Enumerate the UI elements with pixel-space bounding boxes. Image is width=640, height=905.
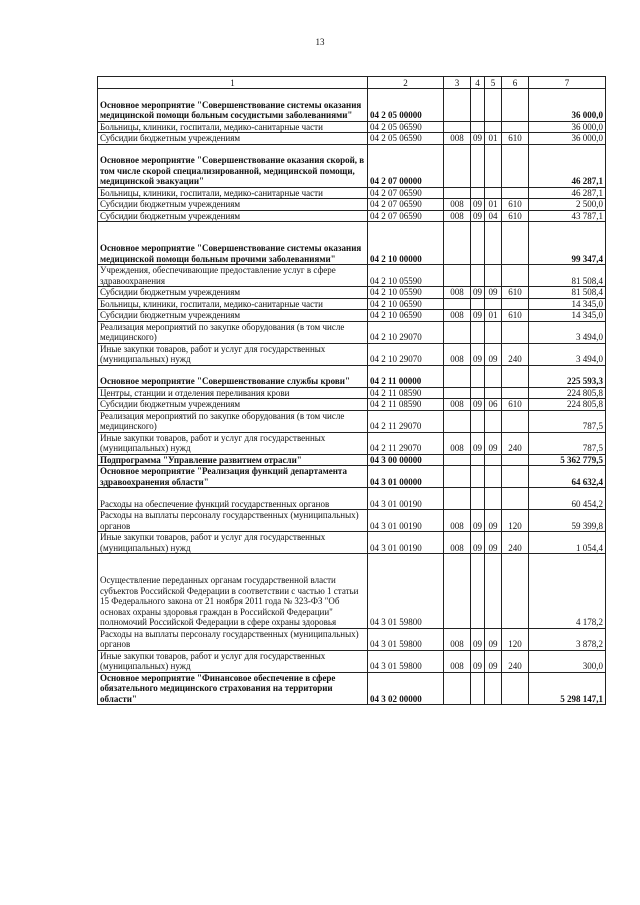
budget-classification-code: 04 2 11 08590 — [368, 387, 444, 399]
subsection-code — [485, 454, 502, 466]
subsection-code — [485, 89, 502, 122]
amount: 4 178,2 — [529, 554, 606, 629]
subsection-code — [485, 672, 502, 705]
amount: 14 345,0 — [529, 310, 606, 322]
section-code: 09 — [471, 199, 485, 211]
budget-item-name: Реализация мероприятий по закупке оборудования (в том числе медицинского) — [98, 321, 368, 343]
table-row — [98, 672, 606, 705]
amount: 5 362 779,5 — [529, 454, 606, 466]
column-number-5: 5 — [485, 77, 502, 89]
budget-item-name: Иные закупки товаров, работ и услуг для государственных (муниципальных) нужд — [98, 650, 368, 672]
budget-item-name: Основное мероприятие "Совершенствование системы оказания медицинской помощи больным прочими заболеваниями" — [98, 222, 368, 265]
ministry-code — [444, 121, 471, 133]
budget-item-name: Основное мероприятие "Совершенствование системы оказания медицинской помощи больным сосудистыми заболеваниями" — [98, 89, 368, 122]
ministry-code — [444, 488, 471, 510]
amount: 5 298 147,1 — [529, 672, 606, 705]
amount: 14 345,0 — [529, 298, 606, 310]
subsection-code: 09 — [485, 343, 502, 365]
amount: 224 805,8 — [529, 387, 606, 399]
budget-classification-code: 04 2 07 06590 — [368, 210, 444, 222]
ministry-code — [444, 298, 471, 310]
budget-classification-code: 04 2 11 00000 — [368, 365, 444, 387]
subsection-code: 01 — [485, 310, 502, 322]
ministry-code — [444, 144, 471, 187]
budget-classification-code: 04 2 10 29070 — [368, 321, 444, 343]
ministry-code: 008 — [444, 310, 471, 322]
section-code — [471, 365, 485, 387]
column-number-2: 2 — [368, 77, 444, 89]
table-row — [98, 187, 606, 199]
budget-item-name: Осуществление переданных органам государственной власти субъектов Российской Федерации в соответствии с частью 1 статьи 15 Федерального закона от 21 ноября 2011 года № 323-ФЗ "Об основах охраны здоровья граждан в Российской Федерации" полномочий Российской Федерации в сфере охраны здоровья — [98, 554, 368, 629]
section-code — [471, 466, 485, 488]
budget-classification-code: 04 3 01 59800 — [368, 628, 444, 650]
section-code: 09 — [471, 510, 485, 532]
table-row — [98, 387, 606, 399]
budget-table — [97, 76, 606, 705]
ministry-code: 008 — [444, 432, 471, 454]
subsection-code — [485, 410, 502, 432]
budget-item-name: Субсидии бюджетным учреждениям — [98, 287, 368, 299]
section-code — [471, 144, 485, 187]
budget-item-name: Подпрограмма "Управление развитием отрасли" — [98, 454, 368, 466]
ministry-code: 008 — [444, 199, 471, 211]
amount: 3 494,0 — [529, 343, 606, 365]
expense-type-code: 610 — [502, 133, 529, 145]
ministry-code: 008 — [444, 399, 471, 411]
section-code: 09 — [471, 650, 485, 672]
subsection-code — [485, 488, 502, 510]
budget-classification-code: 04 2 11 08590 — [368, 399, 444, 411]
expense-type-code: 610 — [502, 310, 529, 322]
budget-item-name: Основное мероприятие "Совершенствование службы крови" — [98, 365, 368, 387]
table-row — [98, 310, 606, 322]
amount: 46 287,1 — [529, 187, 606, 199]
ministry-code: 008 — [444, 510, 471, 532]
amount: 3 494,0 — [529, 321, 606, 343]
expense-type-code: 240 — [502, 343, 529, 365]
table-row — [98, 628, 606, 650]
expense-type-code — [502, 298, 529, 310]
expense-type-code: 240 — [502, 650, 529, 672]
subsection-code — [485, 321, 502, 343]
table-row — [98, 298, 606, 310]
budget-item-name: Иные закупки товаров, работ и услуг для государственных (муниципальных) нужд — [98, 432, 368, 454]
expense-type-code: 120 — [502, 628, 529, 650]
budget-classification-code: 04 2 07 00000 — [368, 144, 444, 187]
amount: 3 878,2 — [529, 628, 606, 650]
ministry-code — [444, 387, 471, 399]
amount: 36 000,0 — [529, 121, 606, 133]
budget-classification-code: 04 2 10 05590 — [368, 287, 444, 299]
budget-item-name: Основное мероприятие "Совершенствование оказания скорой, в том числе скорой специализированной, медицинской помощи, медицинской эвакуации" — [98, 144, 368, 187]
budget-item-name: Основное мероприятие "Финансовое обеспечение в сфере обязательного медицинского страхования на территории области" — [98, 672, 368, 705]
budget-item-name: Основное мероприятие "Реализация функций департамента здравоохранения области" — [98, 466, 368, 488]
budget-item-name: Субсидии бюджетным учреждениям — [98, 210, 368, 222]
table-row — [98, 144, 606, 187]
budget-classification-code: 04 3 01 00000 — [368, 466, 444, 488]
table-row — [98, 454, 606, 466]
amount: 43 787,1 — [529, 210, 606, 222]
budget-classification-code: 04 3 00 00000 — [368, 454, 444, 466]
amount: 36 000,0 — [529, 133, 606, 145]
expense-type-code — [502, 187, 529, 199]
budget-classification-code: 04 2 07 06590 — [368, 187, 444, 199]
ministry-code — [444, 222, 471, 265]
subsection-code: 01 — [485, 199, 502, 211]
section-code — [471, 121, 485, 133]
ministry-code — [444, 554, 471, 629]
amount: 36 000,0 — [529, 89, 606, 122]
budget-item-name: Расходы на выплаты персоналу государственных (муниципальных) органов — [98, 510, 368, 532]
subsection-code: 09 — [485, 532, 502, 554]
budget-item-name: Расходы на обеспечение функций государственных органов — [98, 488, 368, 510]
budget-item-name: Субсидии бюджетным учреждениям — [98, 133, 368, 145]
table-row — [98, 199, 606, 211]
expense-type-code — [502, 321, 529, 343]
subsection-code — [485, 365, 502, 387]
budget-item-name: Больницы, клиники, госпитали, медико-санитарные части — [98, 121, 368, 133]
section-code — [471, 89, 485, 122]
ministry-code: 008 — [444, 532, 471, 554]
section-code: 09 — [471, 399, 485, 411]
budget-classification-code: 04 2 05 06590 — [368, 121, 444, 133]
expense-type-code: 240 — [502, 432, 529, 454]
subsection-code: 06 — [485, 399, 502, 411]
budget-classification-code: 04 2 05 06590 — [368, 133, 444, 145]
budget-item-name: Иные закупки товаров, работ и услуг для государственных (муниципальных) нужд — [98, 343, 368, 365]
budget-item-name: Субсидии бюджетным учреждениям — [98, 399, 368, 411]
expense-type-code — [502, 222, 529, 265]
budget-item-name: Больницы, клиники, госпитали, медико-санитарные части — [98, 187, 368, 199]
budget-classification-code: 04 3 01 00190 — [368, 532, 444, 554]
ministry-code — [444, 672, 471, 705]
expense-type-code: 610 — [502, 199, 529, 211]
expense-type-code: 120 — [502, 510, 529, 532]
section-code — [471, 410, 485, 432]
section-code — [471, 321, 485, 343]
ministry-code: 008 — [444, 133, 471, 145]
budget-classification-code: 04 2 10 29070 — [368, 343, 444, 365]
budget-classification-code: 04 2 10 06590 — [368, 298, 444, 310]
expense-type-code — [502, 365, 529, 387]
amount: 99 347,4 — [529, 222, 606, 265]
section-code — [471, 454, 485, 466]
subsection-code — [485, 187, 502, 199]
amount: 224 805,8 — [529, 399, 606, 411]
budget-classification-code: 04 2 07 06590 — [368, 199, 444, 211]
amount: 2 500,0 — [529, 199, 606, 211]
budget-item-name: Расходы на выплаты персоналу государственных (муниципальных) органов — [98, 628, 368, 650]
table-row — [98, 222, 606, 265]
amount: 787,5 — [529, 410, 606, 432]
column-number-1: 1 — [98, 77, 368, 89]
ministry-code — [444, 89, 471, 122]
section-code — [471, 222, 485, 265]
expense-type-code — [502, 89, 529, 122]
ministry-code — [444, 365, 471, 387]
expense-type-code — [502, 387, 529, 399]
amount: 787,5 — [529, 432, 606, 454]
amount: 225 593,3 — [529, 365, 606, 387]
table-row — [98, 432, 606, 454]
amount: 64 632,4 — [529, 466, 606, 488]
table-row — [98, 133, 606, 145]
page-number: 13 — [315, 37, 325, 47]
section-code: 09 — [471, 210, 485, 222]
section-code — [471, 265, 485, 287]
table-row — [98, 89, 606, 122]
budget-classification-code: 04 3 02 00000 — [368, 672, 444, 705]
ministry-code — [444, 265, 471, 287]
amount: 59 399,8 — [529, 510, 606, 532]
table-row — [98, 265, 606, 287]
column-number-3: 3 — [444, 77, 471, 89]
subsection-code — [485, 554, 502, 629]
column-number-7: 7 — [529, 77, 606, 89]
expense-type-code — [502, 265, 529, 287]
subsection-code: 04 — [485, 210, 502, 222]
section-code: 09 — [471, 343, 485, 365]
ministry-code: 008 — [444, 343, 471, 365]
table-row — [98, 410, 606, 432]
subsection-code — [485, 298, 502, 310]
budget-classification-code: 04 3 01 00190 — [368, 510, 444, 532]
table-row — [98, 554, 606, 629]
subsection-code: 09 — [485, 510, 502, 532]
section-code — [471, 488, 485, 510]
expense-type-code — [502, 144, 529, 187]
budget-classification-code: 04 3 01 59800 — [368, 650, 444, 672]
ministry-code: 008 — [444, 210, 471, 222]
expense-type-code — [502, 454, 529, 466]
table-row — [98, 510, 606, 532]
column-number-6: 6 — [502, 77, 529, 89]
section-code: 09 — [471, 287, 485, 299]
subsection-code: 09 — [485, 628, 502, 650]
table-row — [98, 399, 606, 411]
table-row — [98, 121, 606, 133]
table-row — [98, 365, 606, 387]
budget-item-name: Реализация мероприятий по закупке оборудования (в том числе медицинского) — [98, 410, 368, 432]
budget-classification-code: 04 2 05 00000 — [368, 89, 444, 122]
expense-type-code: 240 — [502, 532, 529, 554]
budget-classification-code: 04 2 10 05590 — [368, 265, 444, 287]
column-number-header-row — [98, 77, 606, 89]
column-number-4: 4 — [471, 77, 485, 89]
ministry-code — [444, 454, 471, 466]
expense-type-code — [502, 488, 529, 510]
section-code: 09 — [471, 628, 485, 650]
amount: 46 287,1 — [529, 144, 606, 187]
subsection-code: 09 — [485, 650, 502, 672]
ministry-code — [444, 321, 471, 343]
expense-type-code: 610 — [502, 287, 529, 299]
ministry-code: 008 — [444, 628, 471, 650]
table-row — [98, 321, 606, 343]
expense-type-code: 610 — [502, 399, 529, 411]
table-row — [98, 287, 606, 299]
ministry-code — [444, 466, 471, 488]
subsection-code — [485, 121, 502, 133]
subsection-code — [485, 466, 502, 488]
subsection-code — [485, 387, 502, 399]
ministry-code: 008 — [444, 287, 471, 299]
subsection-code: 09 — [485, 287, 502, 299]
budget-item-name: Субсидии бюджетным учреждениям — [98, 199, 368, 211]
subsection-code: 01 — [485, 133, 502, 145]
section-code — [471, 187, 485, 199]
table-row — [98, 343, 606, 365]
table-row — [98, 650, 606, 672]
amount: 300,0 — [529, 650, 606, 672]
expense-type-code: 610 — [502, 210, 529, 222]
section-code: 09 — [471, 432, 485, 454]
budget-classification-code: 04 2 10 06590 — [368, 310, 444, 322]
budget-classification-code: 04 3 01 59800 — [368, 554, 444, 629]
ministry-code: 008 — [444, 650, 471, 672]
ministry-code — [444, 187, 471, 199]
budget-item-name: Центры, станции и отделения переливания крови — [98, 387, 368, 399]
subsection-code — [485, 265, 502, 287]
budget-item-name: Иные закупки товаров, работ и услуг для государственных (муниципальных) нужд — [98, 532, 368, 554]
subsection-code — [485, 144, 502, 187]
budget-classification-code: 04 2 10 00000 — [368, 222, 444, 265]
table-row — [98, 466, 606, 488]
section-code — [471, 387, 485, 399]
expense-type-code — [502, 554, 529, 629]
amount: 81 508,4 — [529, 287, 606, 299]
expense-type-code — [502, 410, 529, 432]
subsection-code: 09 — [485, 432, 502, 454]
section-code — [471, 672, 485, 705]
budget-classification-code: 04 3 01 00190 — [368, 488, 444, 510]
budget-item-name: Больницы, клиники, госпитали, медико-санитарные части — [98, 298, 368, 310]
expense-type-code — [502, 121, 529, 133]
budget-classification-code: 04 2 11 29070 — [368, 432, 444, 454]
amount: 60 454,2 — [529, 488, 606, 510]
budget-classification-code: 04 2 11 29070 — [368, 410, 444, 432]
section-code: 09 — [471, 310, 485, 322]
section-code: 09 — [471, 532, 485, 554]
table-row — [98, 210, 606, 222]
subsection-code — [485, 222, 502, 265]
table-row — [98, 532, 606, 554]
table-row — [98, 488, 606, 510]
amount: 81 508,4 — [529, 265, 606, 287]
section-code — [471, 298, 485, 310]
expense-type-code — [502, 466, 529, 488]
budget-item-name: Субсидии бюджетным учреждениям — [98, 310, 368, 322]
expense-type-code — [502, 672, 529, 705]
ministry-code — [444, 410, 471, 432]
section-code — [471, 554, 485, 629]
budget-item-name: Учреждения, обеспечивающие предоставление услуг в сфере здравоохранения — [98, 265, 368, 287]
section-code: 09 — [471, 133, 485, 145]
amount: 1 054,4 — [529, 532, 606, 554]
